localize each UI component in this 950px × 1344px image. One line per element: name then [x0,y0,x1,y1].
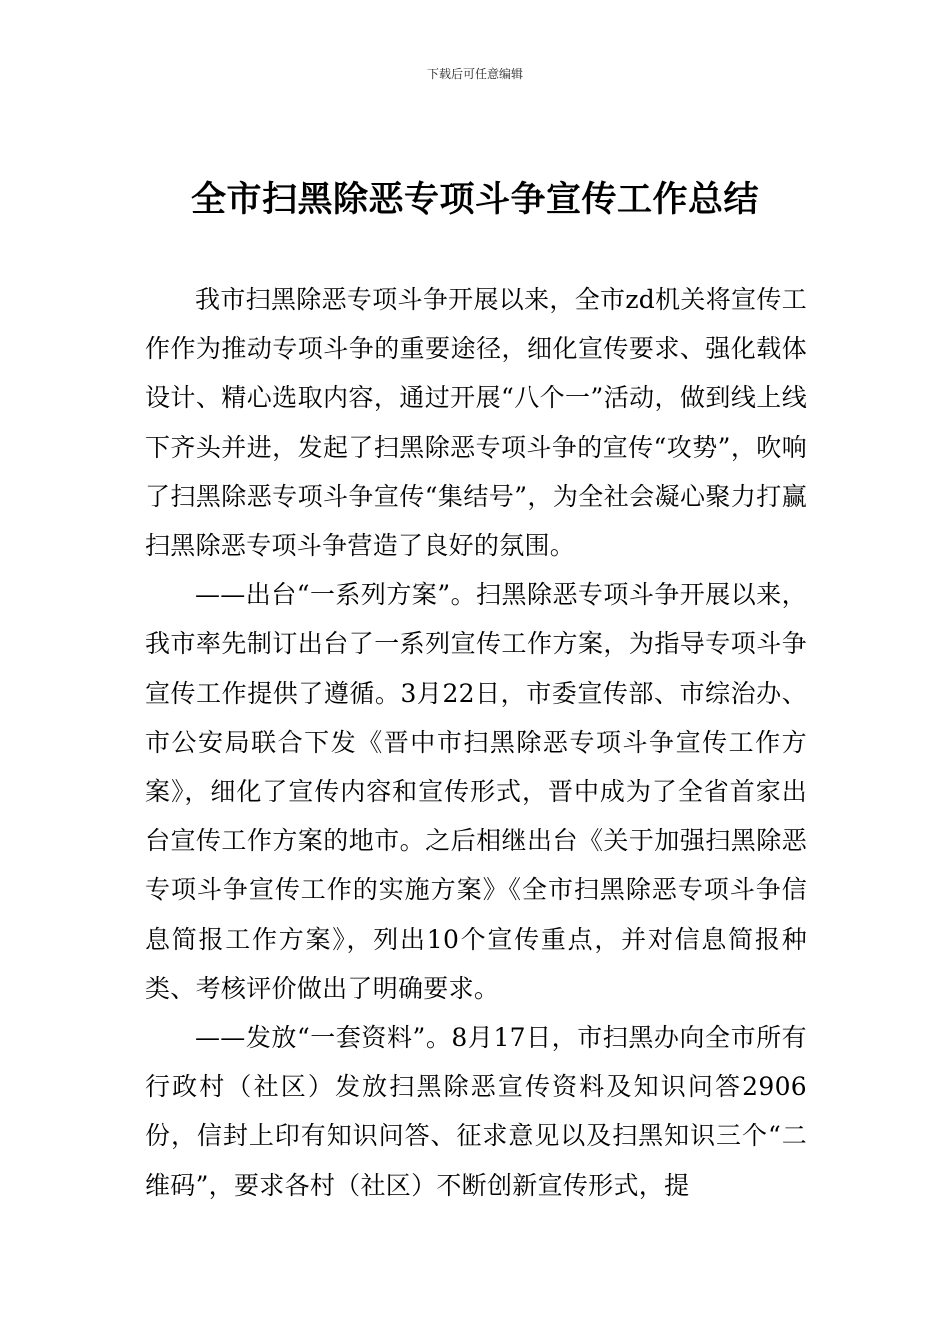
document-body [145,275,807,1210]
body-paragraph-materials: ——发放“一套资料”。8月17日，市扫黑办向全市所有行政村（社区）发放扫黑除恶宣传资料及知识问答2906份，信封上印有知识问答、征求意见以及扫黑知识三个“二维码”，要求各村（社区）不断创新宣传形式，提 [145,1023,807,1200]
body-paragraph-intro: 我市扫黑除恶专项斗争开展以来，全市zd机关将宣传工作作为推动专项斗争的重要途径，细化宣传要求、强化载体设计、精心选取内容，通过开展“八个一”活动，做到线上线下齐头并进，发起了扫黑除恶专项斗争的宣传“攻势”，吹响了扫黑除恶专项斗争宣传“集结号”，为全社会凝心聚力打赢扫黑除恶专项斗争营造了良好的氛围。 [145,285,807,561]
header-note: 下载后可任意编辑 [426,67,523,81]
document-title: 全市扫黑除恶专项斗争宣传工作总结 [190,180,759,220]
body-paragraph-series-plans: ——出台“一系列方案”。扫黑除恶专项斗争开展以来，我市率先制订出台了一系列宣传工作方案，为指导专项斗争宣传工作提供了遵循。3月22日，市委宣传部、市综治办、市公安局联合下发《晋中市扫黑除恶专项斗争宣传工作方案》，细化了宣传内容和宣传形式，晋中成为了全省首家出台宣传工作方案的地市。之后相继出台《关于加强扫黑除恶专项斗争宣传工作的实施方案》《全市扫黑除恶专项斗争信息简报工作方案》，列出10个宣传重点，并对信息简报种类、考核评价做出了明确要求。 [145,580,807,1003]
